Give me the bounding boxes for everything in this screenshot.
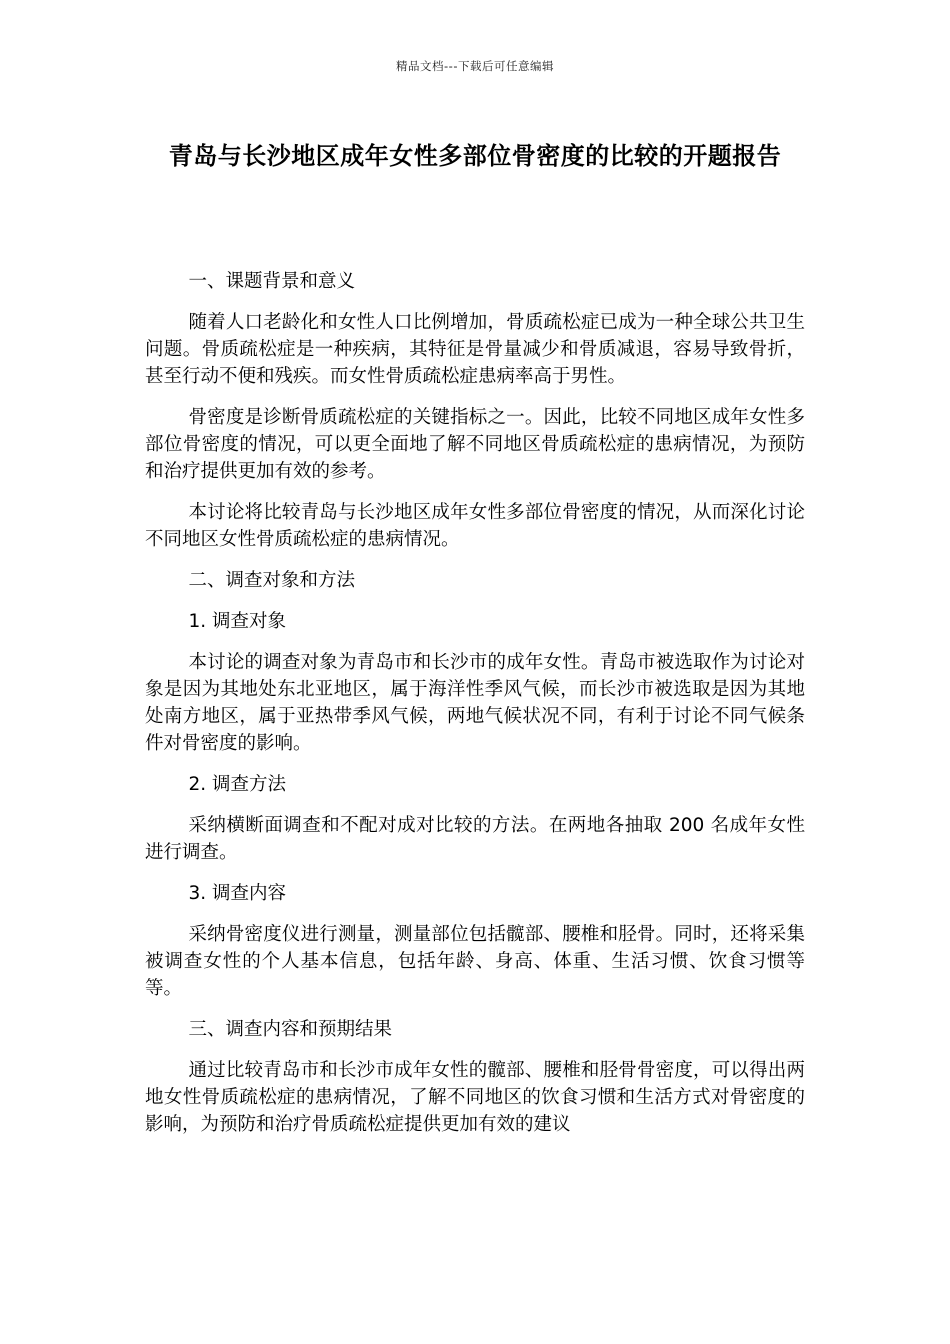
paragraph-expected-results: 通过比较青岛市和长沙市成年女性的髋部、腰椎和胫骨骨密度，可以得出两地女性骨质疏松症的患病情况，了解不同地区的饮食习惯和生活方式对骨密度的影响，为预防和治疗骨质疏松症提供更加有效的建议 — [145, 1060, 805, 1135]
section-heading-subjects-methods: 二、调查对象和方法 — [188, 570, 355, 591]
document-body — [145, 268, 805, 1152]
subheading-content: 3. 调查内容 — [188, 883, 287, 904]
subheading-subjects: 1. 调查对象 — [188, 611, 287, 632]
document-title: 青岛与长沙地区成年女性多部位骨密度的比较的开题报告 — [168, 142, 782, 170]
header-note: 精品文档---下载后可任意编辑 — [396, 59, 554, 73]
section-heading-background: 一、课题背景和意义 — [188, 271, 355, 292]
paragraph-methods: 采纳横断面调查和不配对成对比较的方法。在两地各抽取 200 名成年女性进行调查。 — [145, 815, 805, 863]
paragraph-subjects: 本讨论的调查对象为青岛市和长沙市的成年女性。青岛市被选取作为讨论对象是因为其地处东北亚地区，属于海洋性季风气候，而长沙市被选取是因为其地处南方地区，属于亚热带季风气候，两地气候状况不同，有利于讨论不同气候条件对骨密度的影响。 — [145, 652, 805, 754]
subheading-methods: 2. 调查方法 — [188, 774, 287, 795]
paragraph-content: 采纳骨密度仪进行测量，测量部位包括髋部、腰椎和胫骨。同时，还将采集被调查女性的个人基本信息，包括年龄、身高、体重、生活习惯、饮食习惯等等。 — [145, 924, 805, 999]
paragraph-background-2: 骨密度是诊断骨质疏松症的关键指标之一。因此，比较不同地区成年女性多部位骨密度的情况，可以更全面地了解不同地区骨质疏松症的患病情况，为预防和治疗提供更加有效的参考。 — [145, 407, 805, 482]
paragraph-background-3: 本讨论将比较青岛与长沙地区成年女性多部位骨密度的情况，从而深化讨论不同地区女性骨质疏松症的患病情况。 — [145, 502, 805, 550]
section-heading-expected-results: 三、调查内容和预期结果 — [188, 1019, 392, 1040]
paragraph-background-1: 随着人口老龄化和女性人口比例增加，骨质疏松症已成为一种全球公共卫生问题。骨质疏松症是一种疾病，其特征是骨量减少和骨质减退，容易导致骨折，甚至行动不便和残疾。而女性骨质疏松症患病率高于男性。 — [145, 312, 805, 387]
